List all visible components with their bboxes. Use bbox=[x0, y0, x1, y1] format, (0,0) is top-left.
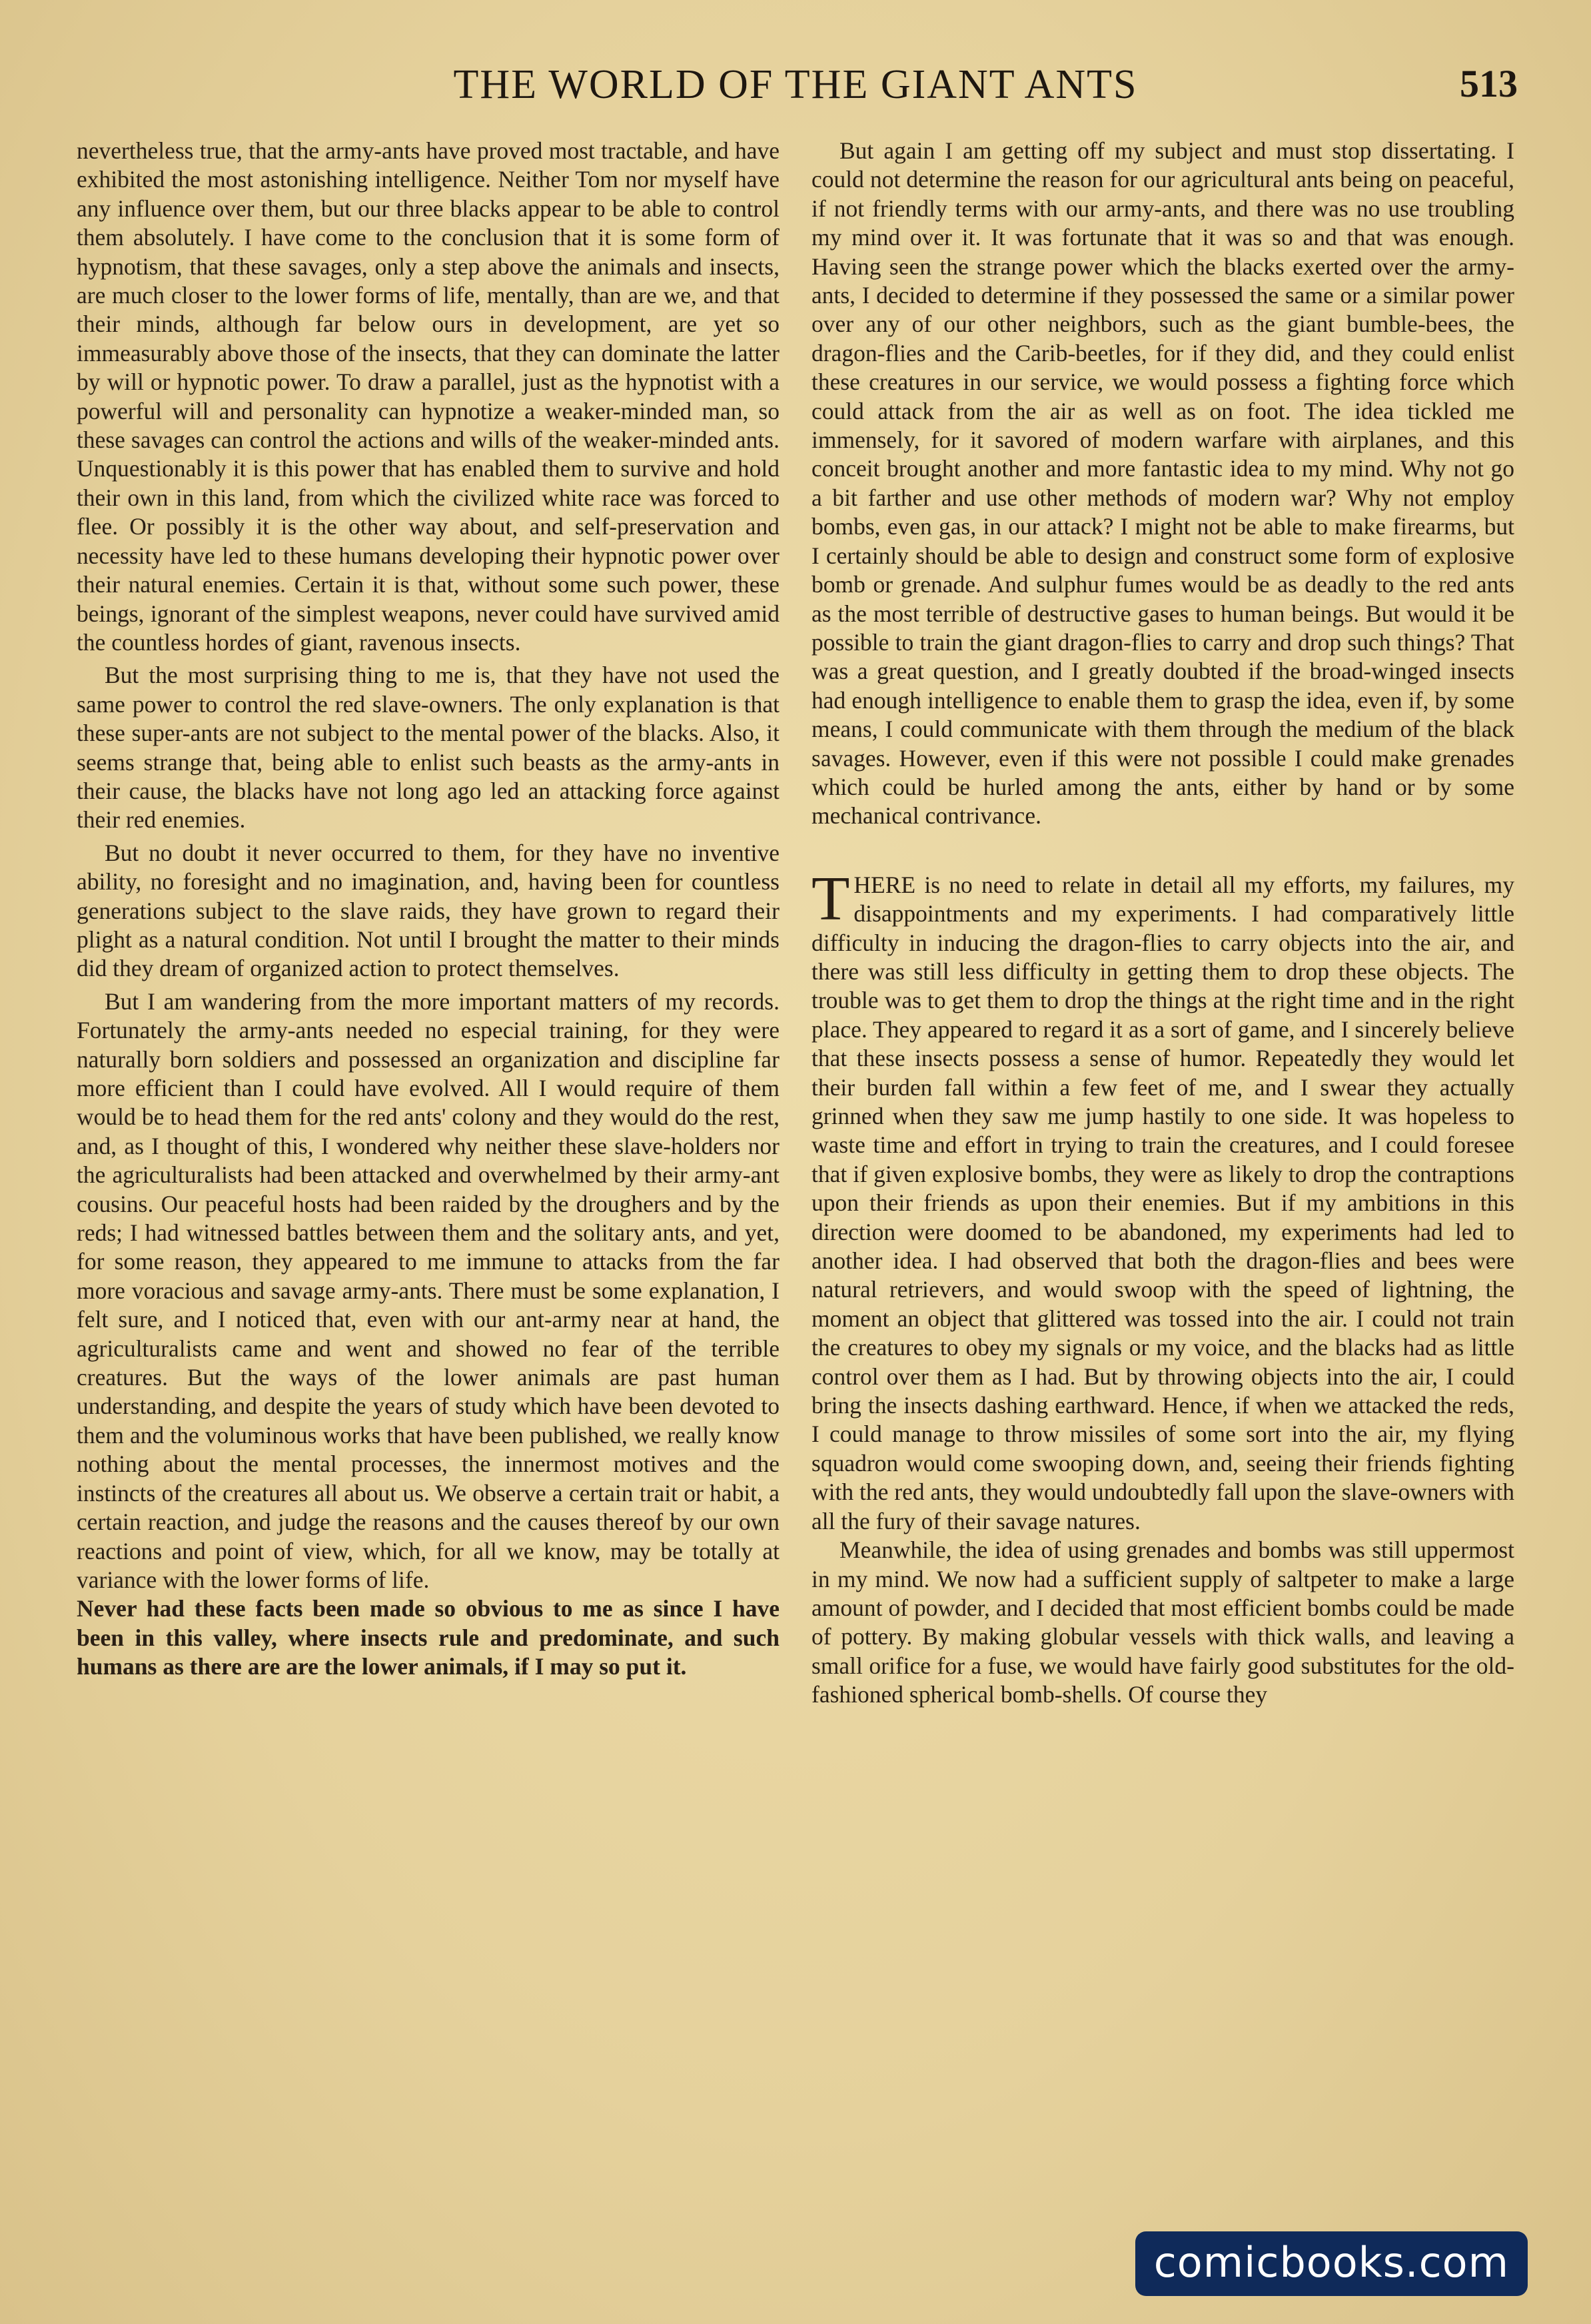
running-title: THE WORLD OF THE GIANT ANTS bbox=[453, 62, 1138, 107]
paragraph: But I am wandering from the more important matters of my records. Fortunately the army-ants needed no especial training, for they were naturally born soldiers and possessed an organization and discipline far more efficient than I could have evolved. All I would require of them would be to head them for the red ants' colony and they would do the rest, and, as I thought of this, I wondered why neither these slave-holders nor the agriculturalists had been attacked and overwhelmed by their army-ant cousins. Our peaceful hosts had been raided by the droughers and by the reds; I had witnessed battles between them and the solitary ants, and yet, for some reason, they appeared to me immune to attacks from the far more voracious and savage army-ants. There must be some explanation, I felt sure, and I noticed that, even with our ant-army near at hand, the agriculturalists came and went and showed no fear of the terrible creatures. But the ways of the lower animals are past human understanding, and despite the years of study which have been devoted to them and the voluminous works that have been published, we really know nothing about the mental processes, the innermost motives and the instincts of the creatures all about us. We observe a certain trait or habit, a certain reaction, and judge the reasons and the causes thereof by our own reactions and point of view, which, for all we know, may be totally at variance with the lower forms of life. bbox=[77, 987, 780, 1593]
paragraph-bold: Never had these facts been made so obvious to me as since I have been in this valley, where insects rule and predominate, and such humans as there are are the lower animals, if I may so put it. bbox=[77, 1595, 780, 1680]
left-column bbox=[77, 137, 780, 1682]
page-number: 513 bbox=[1460, 62, 1518, 105]
drop-cap: T bbox=[811, 864, 850, 933]
paragraph: Meanwhile, the idea of using grenades and bombs was still uppermost in my mind. We now had a sufficient supply of saltpeter to make a large amount of powder, and I decided that most efficient bombs could be made of pottery. By making globular vessels with thick walls, and leaving a small orifice for a fuse, we would have fairly good substitutes for the old-fashioned spherical bomb-shells. Of course they bbox=[811, 1536, 1514, 1708]
watermark-logo bbox=[1135, 2231, 1528, 2296]
section-opening-paragraph bbox=[811, 864, 1514, 1536]
paragraph: But again I am getting off my subject and must stop dissertating. I could not determine the reason for our agricultural ants being on peaceful, if not friendly terms with our army-ants, and there was no use troubling my mind over it. It was fortunate that it was so and that was enough. Having seen the strange power which the blacks exerted over the army-ants, I decided to determine if they possessed the same or a similar power over any of our other neighbors, such as the giant bumble-bees, the dragon-flies and the Carib-beetles, for if they did, and they could enlist these creatures in our service, we would possess a fighting force which could attack from the air as well as on foot. The idea tickled me immensely, for it savored of modern warfare with airplanes, and this conceit brought another and more fantastic idea to my mind. Why not go a bit farther and use other methods of modern war? Why not employ bombs, even gas, in our attack? I might not be able to make firearms, but I certainly should be able to design and construct some form of explosive bomb or grenade. And sulphur fumes would be as deadly to the red ants as the most terrible of destructive gases to human beings. But would it be possible to train the giant dragon-flies to carry and drop such things? That was a great question, and I greatly doubted if the broad-winged insects had enough intelligence to enable them to grasp the idea, even if, by some means, I could communicate with them through the medium of the black savages. However, even if this were not possible I could make grenades which could be hurled among the ants, either by hand or by some mechanical contrivance. bbox=[811, 137, 1514, 830]
page-header bbox=[0, 61, 1591, 115]
section-opening-text: HERE is no need to relate in detail all my efforts, my failures, my disappointments and my experiments. I had comparatively little difficulty in inducing the dragon-flies to carry objects into the air, and there was still less difficulty in getting them to drop these objects. The trouble was to get them to drop the things at the right time and in the right place. They appeared to regard it as a sort of game, and I sincerely believe that these insects possess a sense of humor. Repeatedly they would let their burden fall within a few feet of me, and I swear they actually grinned when they saw me jump hastily to one side. It was hopeless to waste time and effort in trying to train the creatures, and I could foresee that if given explosive bombs, they were as likely to drop the contraptions upon their friends as upon their enemies. But if my ambitions in this direction were doomed to be abandoned, my experiments had led to another idea. I had observed that both the dragon-flies and bees were natural retrievers, and would swoop with the speed of lightning, the moment an object that glittered was tossed into the air. I could not train the creatures to obey my signals or my voice, and the blacks had as little control over them as I had. But by throwing objects into the air, I could bring the insects dashing earthward. Hence, if when we attacked the reds, I could manage to throw missiles of some sort into the air, my flying squadron would come swooping down, and, seeing their friends fighting with the red ants, they would undoubtedly fall upon the slave-owners with all the fury of their savage natures. bbox=[811, 871, 1514, 1534]
paragraph: nevertheless true, that the army-ants have proved most tractable, and have exhibited the most astonishing intelligence. Neither Tom nor myself have any influence over them, but our three blacks appear to be able to control them absolutely. I have come to the conclusion that it is some form of hypnotism, that these savages, only a step above the animals and insects, are much closer to the lower forms of life, mentally, than are we, and that their minds, although far below ours in development, are yet so immeasurably above those of the insects, that they can dominate the latter by will or hypnotic power. To draw a parallel, just as the hypnotist with a powerful will and personality can hypnotize a weaker-minded man, so these savages can control the actions and wills of the weaker-minded ants. Unquestionably it is this power that has enabled them to survive and hold their own in this land, from which the civilized white race was forced to flee. Or possibly it is the other way about, and self-preservation and necessity have led to these humans developing their hypnotic power over their natural enemies. Certain it is that, without some such power, these beings, ignorant of the simplest weapons, never could have survived amid the countless hordes of giant, ravenous insects. bbox=[77, 137, 780, 656]
watermark-text: comicbooks.com bbox=[1153, 2238, 1509, 2287]
right-column bbox=[811, 137, 1514, 1710]
paragraph: But the most surprising thing to me is, that they have not used the same power to control the red slave-owners. The only explanation is that these super-ants are not subject to the mental power of the blacks. Also, it seems strange that, being able to enlist such beasts as the army-ants in their cause, the blacks have not long ago led an attacking force against their red enemies. bbox=[77, 662, 780, 834]
paragraph: But no doubt it never occurred to them, for they have no inventive ability, no foresight and no imagination, and, having been for countless generations subject to the slave raids, they have grown to regard their plight as a natural condition. Not until I brought the matter to their minds did they dream of organized action to protect themselves. bbox=[77, 839, 780, 982]
